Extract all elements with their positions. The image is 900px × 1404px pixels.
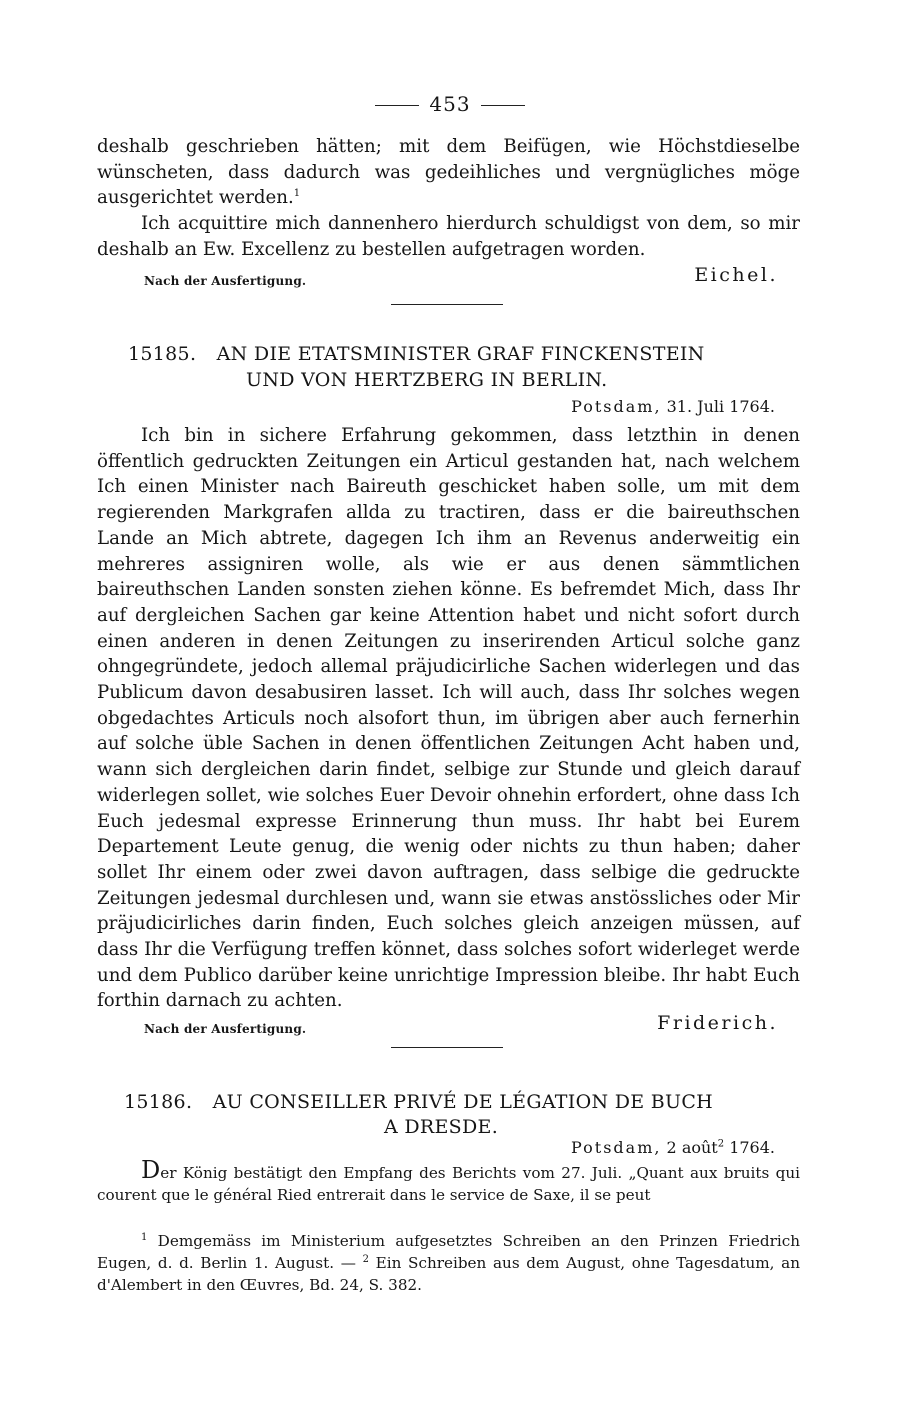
page-number-dash-right — [481, 105, 525, 106]
footnote-reference-2[interactable]: 2 — [717, 1138, 725, 1150]
letter-15186-body-block — [97, 1156, 800, 1206]
letter-15186-number: 15186. — [124, 1091, 193, 1113]
section-divider-2 — [391, 1047, 503, 1048]
letter-15185-heading-line-2: UND VON HERTZBERG IN BERLIN. — [246, 369, 608, 391]
source-note-1: Nach der Ausfertigung. — [144, 274, 307, 288]
footnotes-block — [97, 1230, 800, 1296]
previous-letter-paragraph-1: deshalb geschrieben hätten; mit dem Beifügen, wie Höchstdieselbe wünscheten, dass dadurch was gedeihliches und vergnügliches möge ausgerichtet werden.$^1$ — [97, 136, 800, 209]
page-number-dash-left — [375, 105, 419, 106]
footnote-reference-1[interactable]: 1 — [293, 188, 301, 200]
letter-15186-date-part-1: 2 août — [666, 1138, 718, 1157]
letter-15186-addressee: AU CONSEILLER PRIVÉ DE LÉGATION DE BUCH — [212, 1091, 714, 1113]
letter-15186-dropcap: D — [141, 1156, 161, 1184]
previous-letter-paragraph-2: Ich acquittire mich dannenhero hierdurch schuldigst von dem, so mir deshalb an Ew. Excellenz zu bestellen aufgetragen worden. — [97, 213, 800, 260]
footnote-2-text: Ein Schreiben aus dem August, ohne Tagesdatum, an d'Alembert in den Œuvres, Bd. 24, S. 382. — [97, 1254, 801, 1294]
letter-15185-place-date — [571, 397, 775, 416]
letter-15185-body: Ich bin in sichere Erfahrung gekommen, dass letzthin in denen öffentlich gedruckten Zeitungen ein Articul gestanden hat, nach welchem Ich einen Minister nach Baireuth geschicket haben solle, um mit dem regierenden Markgrafen allda zu tractiren, dass er die baireuthschen Lande an Mich abtrete, dagegen Ich ihm an Revenus anderweitig ein mehreres assigniren wolle, als wie er aus denen sämmtlichen baireuthschen Landen sonsten ziehen könne. Es befremdet Mich, dass Ihr auf dergleichen Sachen gar keine Attention habet und nicht sofort durch einen anderen in denen Zeitungen zu inserirenden Articul solche ganz ohngegründete, jedoch allemal präjudicirliche Sachen widerlegen und das Publicum davon desabusiren lasset. Ich will auch, dass Ihr solches wegen obgedachtes Articuls noch alsofort thun, im übrigen aber auch fernerhin auf solche üble Sachen in denen öffentlichen Zeitungen Acht haben und, wann sich dergleichen darin findet, selbige zur Stunde und gleich darauf widerlegen sollet, wie solches Euer Devoir ohnehin erfordert, ohne dass Ich Euch jedesmal expresse Erinnerung thun muss. Ihr habt bei Eurem Departement Leute genug, die wenig oder nichts zu thun haben; daher sollet Ihr einem oder zwei davon auftragen, dass selbige die gedruckte Zeitungen jedesmal durchlesen und, wann sie etwas anstössliches oder Mir präjudicirliches darin finden, Euch solches gleich anzeigen müssen, auf dass Ihr die Verfügung treffen könnet, dass solches sofort widerleget werde und dem Publico darüber keine unrichtige Impression bleibe. Ihr habt Euch forthin darnach zu achten. — [97, 425, 800, 1012]
letter-15185-place: Potsdam, — [571, 397, 662, 416]
footnotes-text — [97, 1230, 800, 1296]
letter-15185-number: 15185. — [128, 343, 197, 365]
footnote-1-mark: 1 — [141, 1231, 148, 1243]
letter-15186-heading-line-1 — [124, 1090, 713, 1114]
signature-eichel: Eichel. — [694, 264, 778, 286]
section-divider-1 — [391, 304, 503, 305]
page-number-line — [0, 92, 900, 116]
letter-15186-heading-line-2: A DRESDE. — [384, 1116, 499, 1138]
letter-15186-place-date — [571, 1138, 775, 1157]
footnote-2-mark: 2 — [362, 1253, 369, 1265]
letter-15185-addressee: AN DIE ETATSMINISTER GRAF FINCKENSTEIN — [216, 343, 705, 365]
previous-letter-tail — [97, 134, 800, 263]
source-note-2: Nach der Ausfertigung. — [144, 1022, 307, 1036]
letter-15186-place: Potsdam, — [571, 1138, 662, 1157]
footnote-1-text: Demgemäss im Ministerium aufgesetztes Schreiben an den Prinzen Friedrich Eugen, d. d. Berlin 1. August. — — [97, 1232, 800, 1272]
signature-friderich: Friderich. — [657, 1012, 778, 1034]
page-number: 453 — [429, 92, 471, 116]
letter-15186-date-part-2: 1764. — [729, 1138, 775, 1157]
letter-15185-body-block — [97, 423, 800, 1014]
letter-15185-heading-line-1 — [128, 342, 705, 366]
letter-15185-date: 31. Juli 1764. — [666, 397, 775, 416]
letter-15186-body: Der König bestätigt den Empfang des Berichts vom 27. Juli. „Quant aux bruits qui courent que le général Ried entrerait dans le service de Saxe, il se peut — [97, 1156, 800, 1204]
